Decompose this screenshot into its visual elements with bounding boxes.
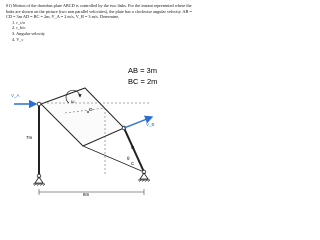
angle-theta-label: θ [127,156,130,161]
dim-base-label: 8m [83,192,90,197]
question-item: 1. r_c/o [12,19,26,25]
problem-description: Motion of the rhombus plate ABCD is controlled by the two links. For the instant represented where the links are shown on the picture (two non parallel velocities), the plate has a clockwise angular velocity. AB = CD = 3m AD = BC = 2m, V_A = 2 m/s, V_B = 3 m/s. Determine, [6,3,192,20]
question-item: 3. Angular velocity [12,30,46,36]
point-c-label: C [131,161,135,166]
velocity-b-label: V_B [146,122,155,127]
right-ground-support [138,173,150,182]
dim-left-link-label: 7m [26,135,33,140]
problem-number: 01) [6,3,12,8]
left-ground-support [33,177,45,186]
dimension-bc-label: BC = 2m [128,77,158,86]
point-o-label: O [89,107,93,112]
question-item: 2. r_b/o [12,25,26,31]
rhombus-plate [41,88,124,146]
dimension-ab-label: AB = 3m [128,66,157,75]
question-item: 4. V_c [12,36,24,42]
point-g-label: G [131,145,135,150]
pin-a [37,102,41,106]
velocity-a-label: V_A [11,93,20,98]
omega-label: ω [71,99,75,104]
